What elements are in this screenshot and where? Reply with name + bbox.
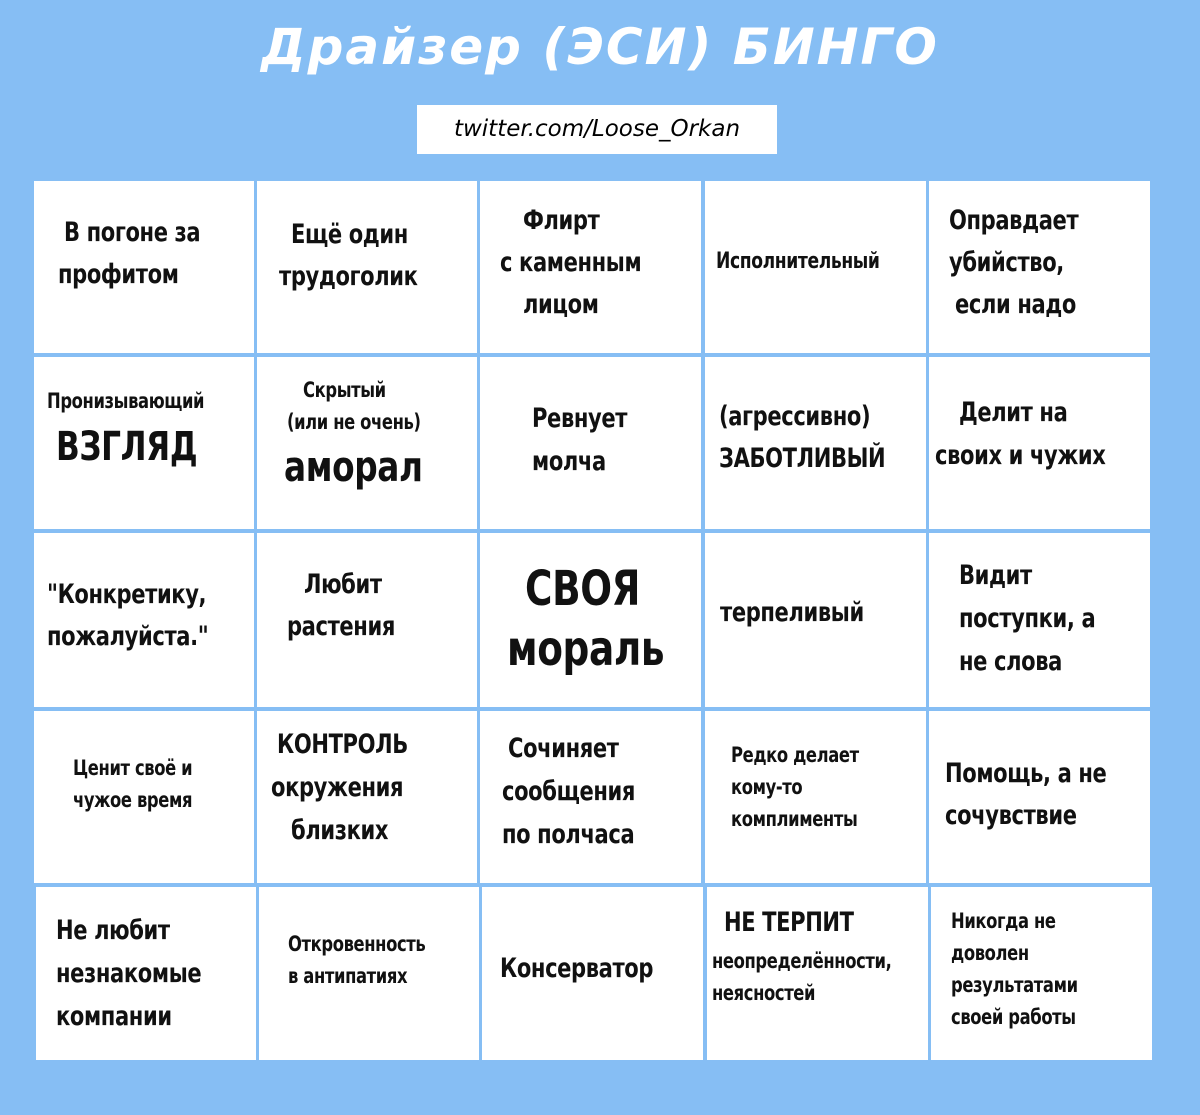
cell-text: окружения [271,772,404,803]
cell-text: убийство, [949,247,1064,278]
bingo-cell [929,357,1150,529]
bingo-cell [259,887,479,1060]
cell-text: сообщения [502,776,636,807]
bingo-cell [480,357,701,529]
cell-text: Пронизывающий [47,389,205,413]
cell-text: ЗАБОТЛИВЫЙ [719,443,886,474]
cell-text: мораль [507,621,665,677]
cell-text: Редко делает [731,743,859,767]
cell-text: Никогда не [951,909,1056,933]
cell-text: молча [532,446,606,477]
cell-text: В погоне за [64,217,201,248]
cell-text: трудоголик [279,261,418,292]
cell-text: комплименты [731,807,858,831]
cell-text: растения [287,611,395,642]
page-title: Драйзер (ЭСИ) БИНГО [261,18,939,76]
cell-text: Исполнительный [716,249,880,274]
cell-text: Помощь, а не [945,758,1107,789]
bingo-cell [34,533,254,707]
cell-text: Скрытый [303,378,386,402]
cell-text: компании [56,1001,172,1032]
cell-text: в антипатиях [288,964,408,988]
bingo-cell [480,711,701,883]
cell-text: (или не очень) [287,410,421,434]
cell-text: НЕ ТЕРПИТ [724,907,854,938]
cell-text: с каменным [500,247,642,278]
bingo-cell [480,533,701,707]
cell-text: профитом [58,259,179,290]
cell-text: доволен [951,941,1029,965]
bingo-cell [34,357,254,529]
cell-text: Оправдает [949,205,1079,236]
bingo-cell [34,181,254,353]
cell-text: Делит на [959,397,1068,428]
bingo-cell [705,357,926,529]
cell-text: чужое время [73,788,193,812]
cell-text: Видит [959,560,1032,591]
cell-text: своей работы [951,1005,1076,1029]
bingo-cell [705,711,926,883]
cell-text: Флирт [523,205,600,236]
bingo-cell [480,181,701,353]
cell-text: поступки, а [959,603,1096,634]
cell-text: лицом [523,289,599,320]
cell-text: СВОЯ [525,561,641,617]
bingo-cell [257,357,477,529]
cell-text: Ценит своё и [73,756,193,780]
cell-text: Сочиняет [508,733,619,764]
bingo-cell [482,887,703,1060]
cell-text: неопределённости, [712,949,892,973]
cell-text: Любит [304,569,382,600]
cell-text: Консерватор [500,953,654,984]
cell-text: (агрессивно) [719,401,871,432]
cell-text: кому-то [731,775,803,799]
cell-text: Откровенность [288,932,426,956]
bingo-cell [36,887,256,1060]
cell-text: "Конкретику, [47,579,207,610]
bingo-cell [929,181,1150,353]
cell-text: сочувствие [945,800,1077,831]
cell-text: результатами [951,973,1078,997]
cell-text: своих и чужих [935,440,1106,471]
twitter-handle: twitter.com/Loose_Orkan [417,105,777,154]
bingo-cell [257,181,477,353]
cell-text: неясностей [712,981,816,1005]
cell-text: незнакомые [56,958,202,989]
bingo-cell [34,711,254,883]
bingo-cell [705,533,926,707]
cell-text: Не любит [56,915,170,946]
cell-text: не слова [959,646,1062,677]
bingo-cell [257,711,477,883]
bingo-cell [705,181,926,353]
bingo-cell [257,533,477,707]
cell-text: если надо [955,289,1077,320]
bingo-cell [931,887,1152,1060]
bingo-cell [707,887,928,1060]
cell-text: близких [291,815,389,846]
bingo-cell [929,533,1150,707]
cell-text: Ещё один [291,219,408,250]
bingo-cell [929,711,1150,883]
cell-text: Ревнует [532,403,628,434]
cell-text: КОНТРОЛЬ [277,729,408,760]
cell-text: по полчаса [502,819,635,850]
cell-text: пожалуйста." [47,621,209,652]
cell-text: аморал [284,442,423,491]
cell-text: ВЗГЛЯД [56,424,198,470]
cell-text: терпеливый [720,597,864,628]
